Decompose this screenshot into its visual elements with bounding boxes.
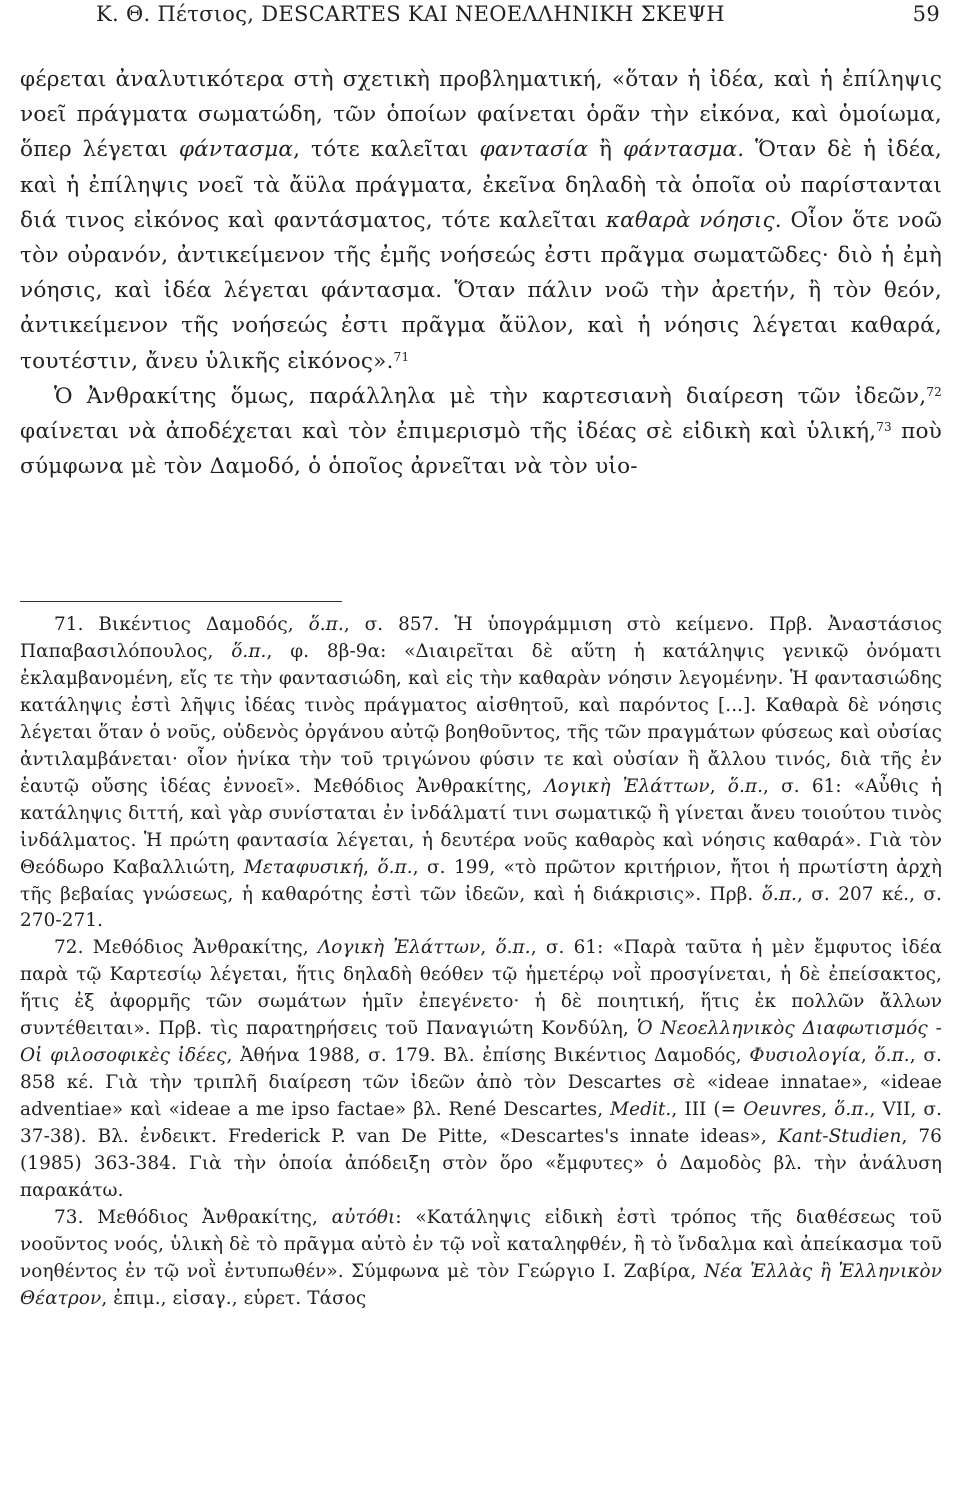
footnote-separator [20,601,342,602]
body-paragraph: φέρεται ἀναλυτικότερα στὴ σχετικὴ προβληματική, «ὅταν ἡ ἰδέα, καὶ ἡ ἐπίληψις νοεῖ πράγματα σωματώδη, τῶν ὁποίων φαίνεται ὁρᾶν τὴν εἰκόνα, καὶ ὁμοίωμα, ὅπερ λέγεται φάντασμα, τότε καλεῖται φαντασία ἢ φάντασμα. Ὅταν δὲ ἡ ἰδέα, καὶ ἡ ἐπίληψις νοεῖ τὰ ἄϋλα πράγματα, ἐκεῖνα δηλαδὴ τὰ ὁποῖα οὐ παρίστανται διά τινος εἰκόνος καὶ φαντάσματος, τότε καλεῖται καθαρὰ νόησις. Οἷον ὅτε νοῶ τὸν οὐρανόν, ἀντικείμενον τῆς ἐμῆς νοήσεώς ἐστι πρᾶγμα σωματῶδες· διὸ ἡ ἐμὴ νόησις, καὶ ἰδέα λέγεται φάντασμα. Ὅταν πάλιν νοῶ τὴν ἀρετήν, ἢ τὸν θεόν, ἀντικείμενον τῆς νοήσεώς ἐστι πρᾶγμα ἄϋλον, καὶ ἡ νόησις λέγεται καθαρά, τουτέστιν, ἄνευ ὑλικῆς εἰκόνος».$^{71}$ [20,67,943,374]
footnote-ref-71[interactable]: 71 [393,349,410,364]
running-header [96,2,940,36]
footnote-ref-73[interactable]: 73 [876,420,892,435]
body-paragraph: Ὁ Ἀνθρακίτης ὅμως, παράλληλα μὲ τὴν καρτεσιανὴ διαίρεση τῶν ἰδεῶν,$^{72}$ φαίνεται νὰ ἀποδέχεται καὶ τὸν ἐπιμερισμὸ τῆς ἰδέας σὲ εἰδικὴ καὶ ὑλική,$^{73}$ ποὺ σύμφωνα μὲ τὸν Δαμοδό, ὁ ὁποῖος ἀρνεῖται νὰ τὸν υἱο- [20,383,942,480]
header-title: Κ. Θ. Πέτσιος, DESCARTES ΚΑΙ ΝΕΟΕΛΛΗΝΙΚΗ ΣΚΕΨΗ [96,2,725,26]
footnote-ref-72[interactable]: 72 [926,384,942,399]
footnote-71: 71. Βικέντιος Δαμοδός, ὅ.π., σ. 857. Ἡ ὑπογράμμιση στὸ κείμενο. Πρβ. Ἀναστάσιος Παπαβασιλόπουλος, ὅ.π., φ. 8β-9α: «Διαιρεῖται δὲ αὕτη ἡ κατάληψις γενικῷ ὀνόματι ἐκλαμβανομένη, εἴς τε τὴν φαντασιώδη, καὶ εἰς τὴν καθαρὰν νόησιν λεγομένην. Ἡ φαντασιώδης κατάληψις ἐστὶ λῆψις ἰδέας τινὸς πράγματος αἰσθητοῦ, καὶ παρόντος [...]. Καθαρὰ δὲ νόησις λέγεται ὅταν ὁ νοῦς, οὐδενὸς ὀργάνου αὐτῷ βοηθοῦντος, τῆς τῶν πραγμάτων φύσεως καὶ οὐσίας ἀντιλαμβάνεται· οἷον ἡνίκα τὴν τοῦ τριγώνου φύσιν τε καὶ οὐσίαν ἢ ἄλλου τινός, διὰ τῆς ἐν ἑαυτῷ οὔσης ἰδέας ἐννοεῖ». Μεθόδιος Ἀνθρακίτης, Λογικὴ Ἐλάττων, ὅ.π., σ. 61: «Αὖθις ἡ κατάληψις διττή, καὶ γὰρ συνίσταται ἐν ἰνδάλματί τινι σωματικῷ ἢ γίνεται ἄνευ τοιούτου τινὸς ἰνδάλματος. Ἡ πρώτη φαντασία λέγεται, ἡ δευτέρα νοῦς καθαρὸς καὶ νόησις καθαρά». Γιὰ τὸν Θεόδωρο Καβαλλιώτη, Μεταφυσική, ὅ.π., σ. 199, «τὸ πρῶτον κριτήριον, ἤτοι ἡ πρωτίστη ἀρχὴ τῆς βεβαίας γνώσεως, ἡ καθαρότης ἐστὶ τῶν ἰδεῶν, καὶ ἡ διάκρισις». Πρβ. ὅ.π., σ. 207 κέ., σ. 270-271. [20,614,942,932]
main-text [20,62,942,484]
footnote-72: 72. Μεθόδιος Ἀνθρακίτης, Λογικὴ Ἐλάττων, ὅ.π., σ. 61: «Παρὰ ταῦτα ἡ μὲν ἔμφυτος ἰδέα παρὰ τῷ Καρτεσίῳ λέγεται, ἥτις δηλαδὴ θεόθεν τῷ ἡμετέρῳ νοῒ προσγίνεται, ἡ δὲ ἐπείσακτος, ἥτις ἐξ ἀφορμῆς τῶν σωμάτων ἡμῖν ἐπεγένετο· ἡ δὲ ποιητική, ἥτις ἐκ πολλῶν ἄλλων συντέθειται». Πρβ. τὶς παρατηρήσεις τοῦ Παναγιώτη Κονδύλη, Ὁ Νεοελληνικὸς Διαφωτισμός - Οἱ φιλοσοφικὲς ἰδέες, Ἀθήνα 1988, σ. 179. Βλ. ἐπίσης Βικέντιος Δαμοδός, Φυσιολογία, ὅ.π., σ. 858 κέ. Γιὰ τὴν τριπλῆ διαίρεση τῶν ἰδεῶν ἀπὸ τὸν Descartes σὲ «ideae innatae», «ideae adventiae» καὶ «ideae a me ipso factae» βλ. René Descartes, Medit., III (= Oeuvres, ὅ.π., VII, σ. 37-38). Βλ. ἐνδεικτ. Frederick P. van De Pitte, «Descartes's innate ideas», Kant-Studien, 76 (1985) 363-384. Γιὰ τὴν ὁποία ἀπόδειξη στὸν ὅρο «ἔμφυτες» ὁ Δαμοδὸς βλ. τὴν ἀνάλυση παρακάτω. [20,937,943,1202]
footnote-73: 73. Μεθόδιος Ἀνθρακίτης, αὐτόθι: «Κατάληψις εἰδικὴ ἐστὶ τρόπος τῆς διαθέσεως τοῦ νοοῦντος νοός, ὑλικὴ δὲ τὸ πρᾶγμα αὐτὸ ἐν τῷ νοῒ καταληφθέν, ἢ τὸ ἴνδαλμα καὶ ἀπείκασμα τοῦ νοηθέντος ἐν τῷ νοῒ ἐντυπωθέν». Σύμφωνα μὲ τὸν Γεώργιο Ι. Ζαβίρα, Νέα Ἑλλὰς ἢ Ἑλληνικὸν Θέατρον, ἐπιμ., εἰσαγ., εὑρετ. Τάσος [20,1206,942,1309]
page-number: 59 [912,2,940,26]
footnotes [20,612,942,1313]
